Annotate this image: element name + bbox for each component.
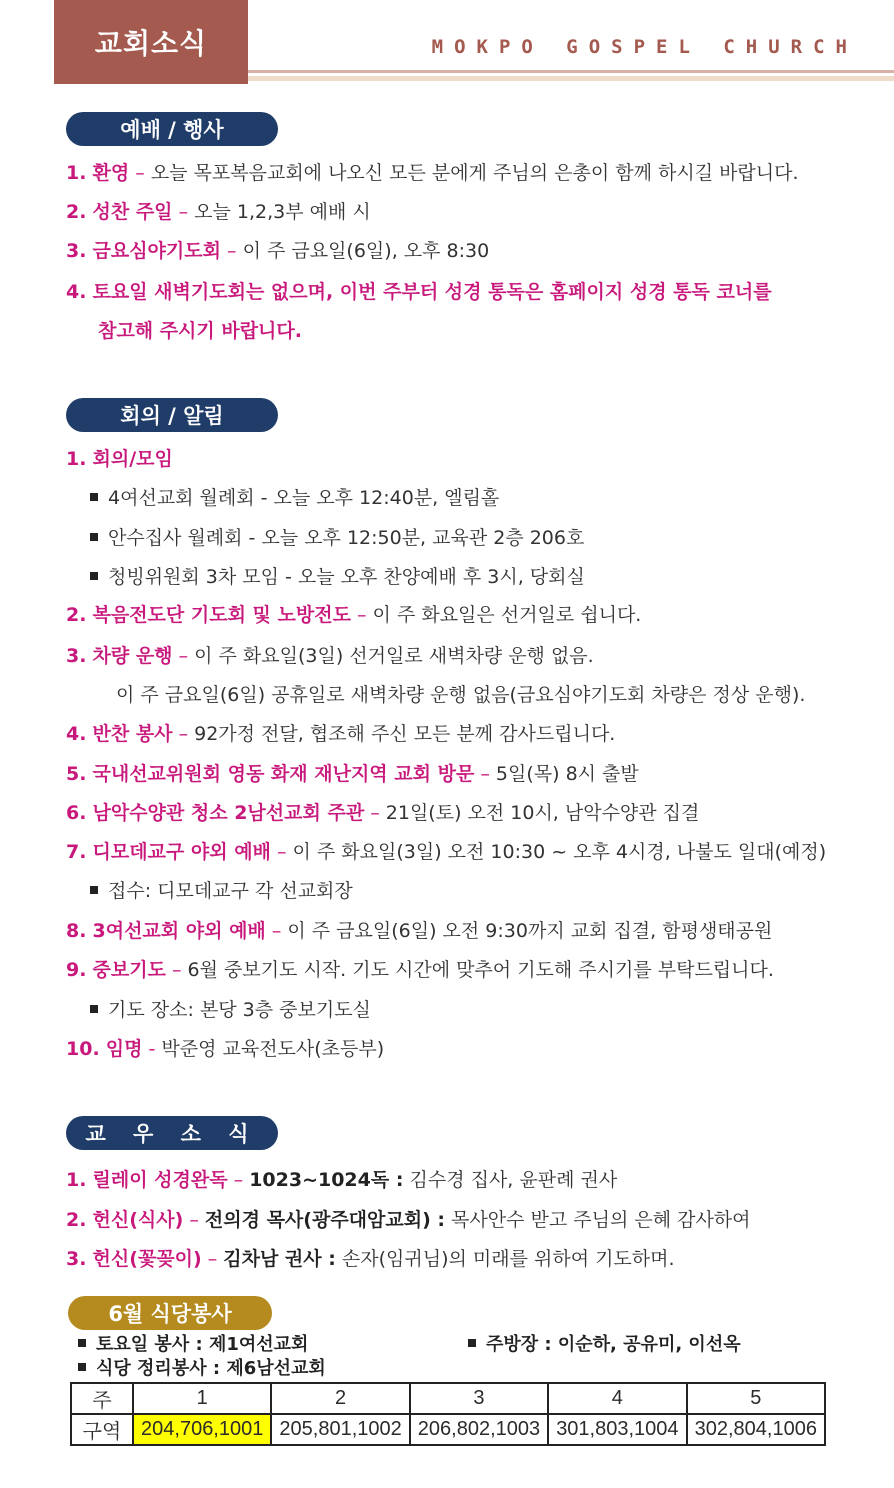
meeting-bullet: 청빙위원회 3차 모임 - 오늘 오후 찬양예배 후 3시, 당회실 xyxy=(90,564,585,590)
meeting-item-3-cont: 이 주 금요일(6일) 공휴일로 새벽차량 운행 없음(금요심야기도회 차량은 정상 운행). xyxy=(116,684,806,706)
church-brand: MOKPO GOSPEL CHURCH xyxy=(431,36,858,58)
cleanup-service: 식당 정리봉사 : 제6남선교회 xyxy=(78,1354,326,1380)
item-heading: 성찬 주일 xyxy=(92,201,173,223)
meeting-item-6: 6. 남악수양관 청소 2남선교회 주관 – 21일(토) 오전 10시, 남악수양관 집결 xyxy=(66,802,700,824)
item-number: 2. xyxy=(66,201,87,223)
table-row xyxy=(71,1414,825,1445)
saturday-service: 토요일 봉사 : 제1여선교회 xyxy=(78,1330,308,1356)
table-cell-highlighted: 204,706,1001 xyxy=(133,1414,271,1445)
table-cell: 206,802,1003 xyxy=(410,1414,548,1445)
bullet-icon xyxy=(78,1339,86,1347)
bullet-icon xyxy=(78,1363,86,1371)
kitchen-duty-table xyxy=(70,1382,826,1446)
meeting-item-9: 9. 중보기도 – 6월 중보기도 시작. 기도 시간에 맞추어 기도해 주시기를 부탁드립니다. xyxy=(66,959,774,981)
worship-item-2: 2. 성찬 주일 – 오늘 1,2,3부 예배 시 xyxy=(66,201,371,223)
worship-item-4-cont: 참고해 주시기 바랍니다. xyxy=(98,320,302,342)
item-heading: 회의/모임 xyxy=(92,448,173,470)
section-worship-title: 예배 / 행사 xyxy=(66,112,278,146)
meeting-item-10: 10. 임명 - 박준영 교육전도사(초등부) xyxy=(66,1038,385,1060)
meeting-item-2: 2. 복음전도단 기도회 및 노방전도 – 이 주 화요일은 선거일로 쉽니다. xyxy=(66,604,642,626)
table-header-cell: 주 xyxy=(71,1383,133,1414)
worship-item-1: 1. 환영 – 오늘 목포복음교회에 나오신 모든 분에게 주님의 은총이 함께 하시길 바랍니다. xyxy=(66,162,799,184)
page-title-tab xyxy=(54,0,248,84)
table-row xyxy=(71,1383,825,1414)
item-heading: 금요심야기도회 xyxy=(92,240,221,262)
bullet-icon xyxy=(90,886,98,894)
table-cell: 1 xyxy=(133,1383,271,1414)
bullet-icon xyxy=(90,1005,98,1013)
item-text: 이 주 금요일(6일), 오후 8:30 xyxy=(242,240,490,262)
item-heading: 환영 xyxy=(92,162,130,184)
table-cell: 4 xyxy=(548,1383,686,1414)
item-heading: 토요일 새벽기도회는 없으며, 이번 주부터 성경 통독은 홈페이지 성경 통독 코너를 xyxy=(92,281,772,303)
table-cell: 205,801,1002 xyxy=(271,1414,409,1445)
meeting-bullet: 4여선교회 월례회 - 오늘 오후 12:40분, 엘림홀 xyxy=(90,485,499,511)
meeting-item-7: 7. 디모데교구 야외 예배 – 이 주 화요일(3일) 오전 10:30 ~ 오후 4시경, 나불도 일대(예정) xyxy=(66,841,827,863)
table-cell: 2 xyxy=(271,1383,409,1414)
meeting-item-3: 3. 차량 운행 – 이 주 화요일(3일) 선거일로 새벽차량 운행 없음. xyxy=(66,645,594,667)
meeting-bullet: 기도 장소: 본당 3층 중보기도실 xyxy=(90,997,371,1023)
header-rule xyxy=(248,70,894,73)
kitchen-service-title: 6월 식당봉사 xyxy=(68,1296,272,1330)
section-members-title: 교 우 소 식 xyxy=(66,1116,278,1150)
bullet-icon xyxy=(90,493,98,501)
bullet-icon xyxy=(90,572,98,580)
bullet-icon xyxy=(468,1339,476,1347)
item-number: 1. xyxy=(66,448,87,470)
item-number: 4. xyxy=(66,281,87,303)
table-cell: 5 xyxy=(687,1383,825,1414)
item-text: 오늘 목포복음교회에 나오신 모든 분에게 주님의 은총이 함께 하시길 바랍니다. xyxy=(150,162,799,184)
meeting-item-8: 8. 3여선교회 야외 예배 – 이 주 금요일(6일) 오전 9:30까지 교회 집결, 함평생태공원 xyxy=(66,920,773,942)
meeting-bullet: 안수집사 월례회 - 오늘 오후 12:50분, 교육관 2층 206호 xyxy=(90,525,584,551)
worship-item-3: 3. 금요심야기도회 – 이 주 금요일(6일), 오후 8:30 xyxy=(66,240,490,262)
header-rule-light xyxy=(248,76,894,81)
table-header-cell: 구역 xyxy=(71,1414,133,1445)
item-number: 1. xyxy=(66,162,87,184)
meeting-bullet: 접수: 디모데교구 각 선교회장 xyxy=(90,878,353,904)
table-cell: 302,804,1006 xyxy=(687,1414,825,1445)
bullet-icon xyxy=(90,533,98,541)
table-cell: 301,803,1004 xyxy=(548,1414,686,1445)
worship-item-4 xyxy=(66,279,772,305)
item-number: 3. xyxy=(66,240,87,262)
member-item-3: 3. 헌신(꽃꽂이) – 김차남 권사 : 손자(임귀님)의 미래를 위하여 기도하며. xyxy=(66,1248,675,1270)
page-title: 교회소식 xyxy=(94,27,208,60)
section-meetings-title: 회의 / 알림 xyxy=(66,398,278,432)
head-cooks: 주방장 : 이순하, 공유미, 이선옥 xyxy=(468,1330,741,1356)
item-text: 오늘 1,2,3부 예배 시 xyxy=(194,201,371,223)
member-item-2: 2. 헌신(식사) – 전의경 목사(광주대암교회) : 목사안수 받고 주님의 은혜 감사하여 xyxy=(66,1209,751,1231)
meeting-item-4: 4. 반찬 봉사 – 92가정 전달, 협조해 주신 모든 분께 감사드립니다. xyxy=(66,723,616,745)
meeting-item-5: 5. 국내선교위원회 영동 화재 재난지역 교회 방문 – 5일(목) 8시 출발 xyxy=(66,763,639,785)
meeting-item-1 xyxy=(66,446,173,472)
table-cell: 3 xyxy=(410,1383,548,1414)
member-item-1: 1. 릴레이 성경완독 – 1023~1024독 : 김수경 집사, 윤판례 권사 xyxy=(66,1169,618,1191)
